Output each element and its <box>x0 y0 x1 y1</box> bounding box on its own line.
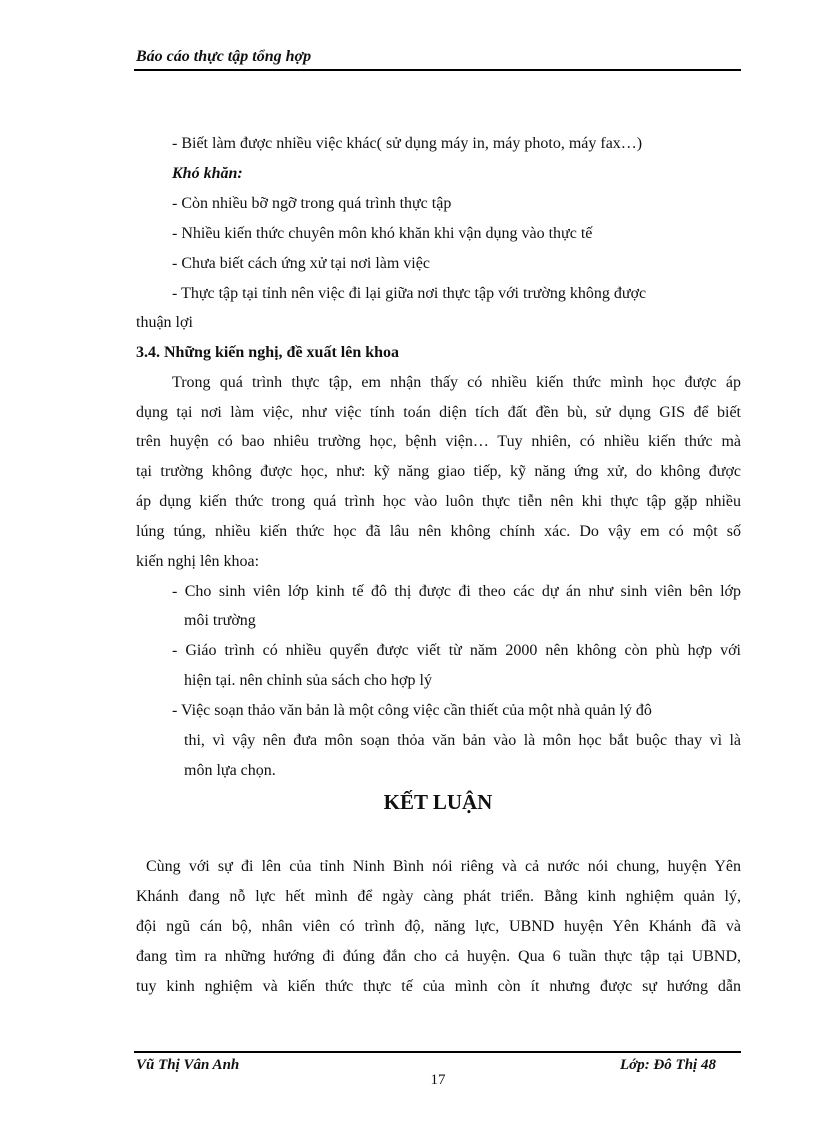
body-line: thuận lợi <box>136 314 193 331</box>
paragraph-line: Trong quá trình thực tập, em nhận thấy có nhiều kiến thức mình học được áp <box>172 374 741 391</box>
paragraph-line: kiến nghị lên khoa: <box>136 553 260 570</box>
bullet-line: - Cho sinh viên lớp kinh tế đô thị được đi theo các dự án như sinh viên bên lớp <box>172 583 741 600</box>
page-number: 17 <box>430 1072 446 1088</box>
footer-author: Vũ Thị Vân Anh <box>136 1057 240 1073</box>
difficulties-label: Khó khăn: <box>172 165 243 182</box>
body-line: - Chưa biết cách ứng xử tại nơi làm việc <box>172 255 430 272</box>
bullet-line: môi trường <box>184 612 256 629</box>
footer-rule <box>134 1051 741 1053</box>
bullet-line: môn lựa chọn. <box>184 762 276 779</box>
bullet-line: hiện tại. nên chỉnh sủa sách cho hợp lý <box>184 672 432 689</box>
body-line: - Thực tập tại tỉnh nên việc đi lại giữa nơi thực tập với trường không được <box>172 285 647 302</box>
header-rule <box>134 69 741 71</box>
conclusion-line: đang tìm ra những hướng đi đúng đắn cho cả huyện. Qua 6 tuần thực tập tại UBND, <box>136 948 741 965</box>
section-heading: 3.4. Những kiến nghị, đề xuất lên khoa <box>136 344 400 361</box>
body-line: - Còn nhiều bỡ ngỡ trong quá trình thực tập <box>172 195 452 212</box>
conclusion-line: Khánh đang nỗ lực hết mình để ngày càng phát triển. Bằng kinh nghiệm quản lý, <box>136 888 741 905</box>
paragraph-line: áp dụng kiến thức trong quá trình học vào luôn thực tiễn nên khi thực tập gặp nhiều <box>136 493 741 510</box>
paragraph-line: trên huyện có bao nhiêu trường học, bệnh viện… Tuy nhiên, có nhiều kiến thức mà <box>136 433 741 450</box>
bullet-line: - Việc soạn thảo văn bản là một công việc cần thiết của một nhà quản lý đô <box>172 702 652 719</box>
body-line: - Nhiều kiến thức chuyên môn khó khăn khi vận dụng vào thực tế <box>172 225 593 242</box>
bullet-line: - Giáo trình có nhiều quyển được viết từ năm 2000 nên không còn phù hợp với <box>172 642 741 659</box>
body-line: - Biết làm được nhiều việc khác( sử dụng máy in, máy photo, máy fax…) <box>172 135 643 152</box>
conclusion-line: tuy kinh nghiệm và kiến thức thực tế của mình còn ít nhưng được sự hướng dẫn <box>136 978 741 995</box>
bullet-line: thi, vì vậy nên đưa môn soạn thỏa văn bản vào là môn học bắt buộc thay vì là <box>184 732 741 749</box>
conclusion-line: đội ngũ cán bộ, nhân viên có trình độ, năng lực, UBND huyện Yên Khánh đã và <box>136 918 741 935</box>
paragraph-line: lúng túng, nhiều kiến thức học đã lâu nên không chính xác. Do vậy em có một số <box>136 523 741 540</box>
conclusion-line: Cùng với sự đi lên của tỉnh Ninh Bình nói riêng và cả nước nói chung, huyện Yên <box>146 858 741 875</box>
paragraph-line: tại trường không được học, như: kỹ năng giao tiếp, kỹ năng ứng xử, do không được <box>136 463 741 480</box>
paragraph-line: dụng tại nơi làm việc, như việc tính toán diện tích đất đền bù, sử dụng GIS để biết <box>136 404 741 421</box>
footer-class: Lớp: Đô Thị 48 <box>620 1057 716 1073</box>
header-title: Báo cáo thực tập tổng hợp <box>136 48 312 65</box>
conclusion-heading: KẾT LUẬN <box>383 790 493 814</box>
